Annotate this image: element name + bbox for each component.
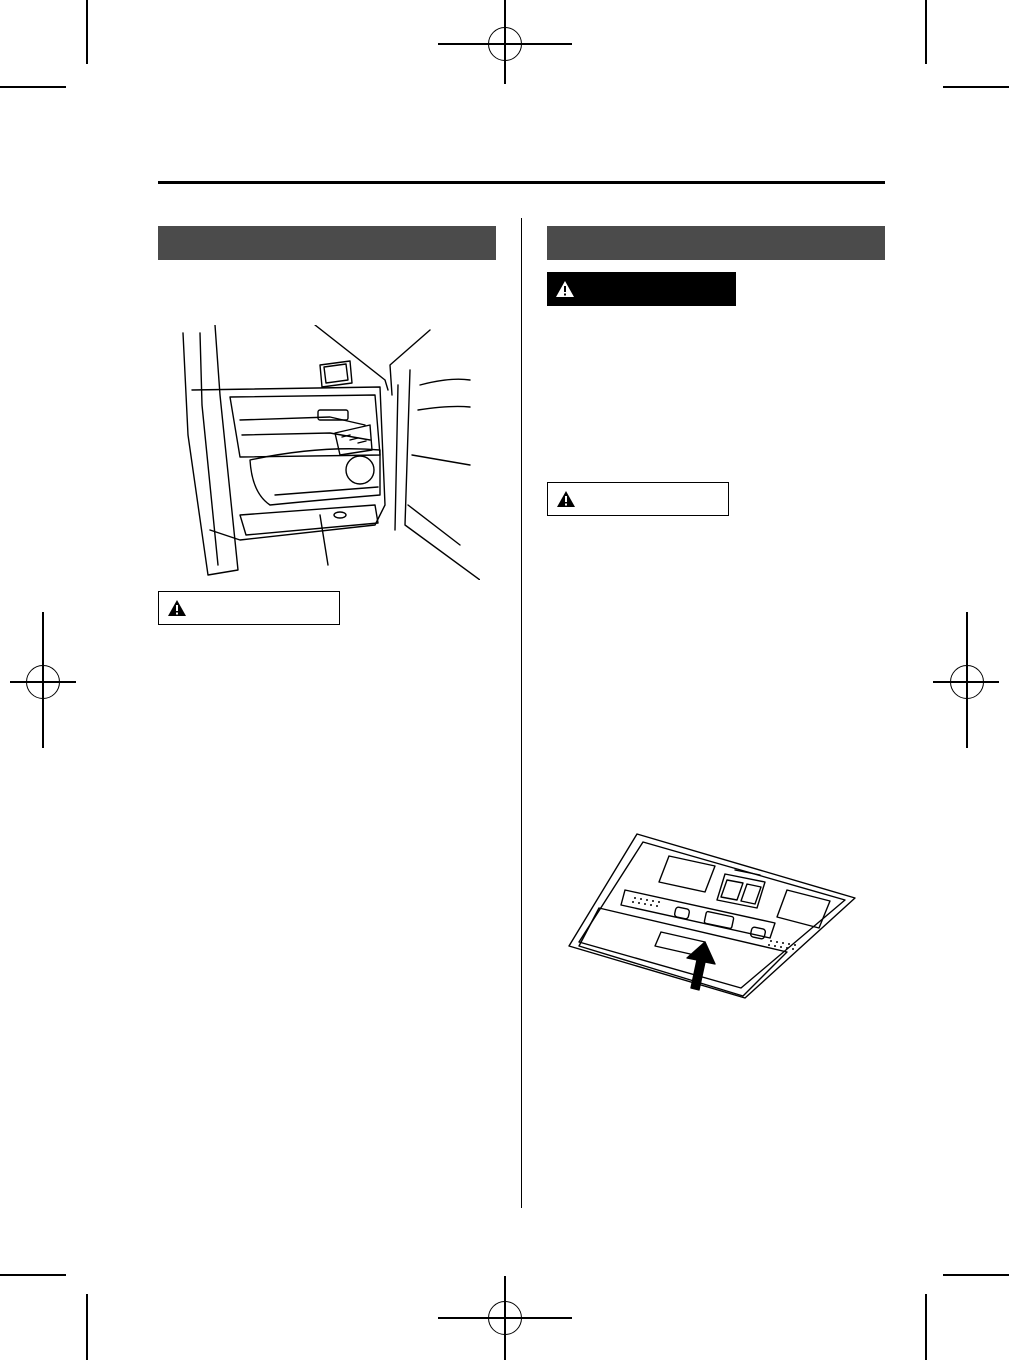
overhead-console-illustration <box>565 828 865 1003</box>
column-divider <box>521 218 522 1208</box>
right-warning-box <box>547 272 736 306</box>
right-section-title <box>547 226 885 260</box>
left-caution-box <box>158 591 340 625</box>
warning-triangle-icon <box>167 599 187 617</box>
header-rule <box>158 181 885 184</box>
right-caution-box <box>547 482 729 516</box>
door-trim-illustration <box>180 325 480 580</box>
warning-triangle-icon <box>555 280 575 298</box>
warning-triangle-icon <box>556 490 576 508</box>
left-section-title <box>158 226 496 260</box>
